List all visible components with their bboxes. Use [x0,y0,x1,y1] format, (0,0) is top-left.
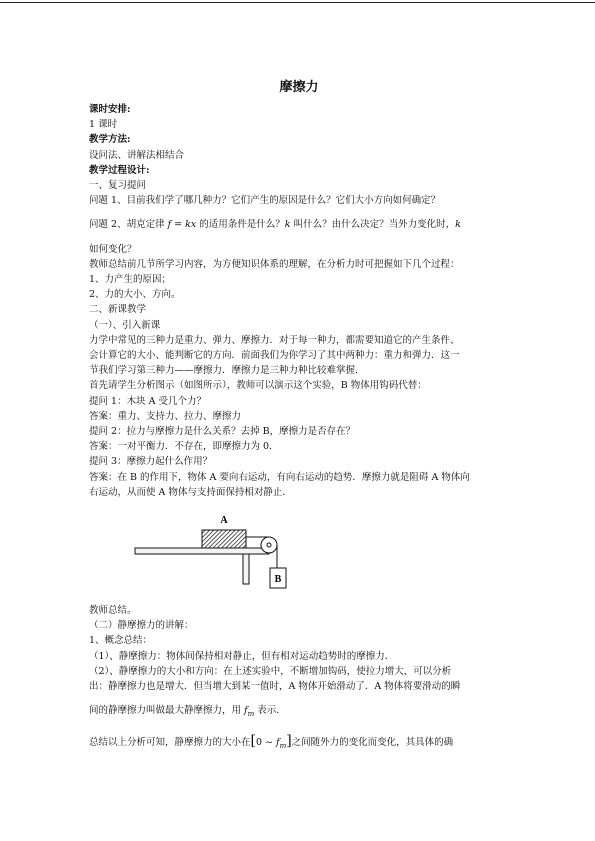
concept-2: （2）、静摩擦力的大小和方向：在上述实验中，不断增加钩码，使拉力增大，可以分析 [89,665,452,677]
static-friction-heading: （二）静摩擦力的讲解： [89,620,194,632]
label-b: B [274,574,282,586]
summary-line: 总结以上分析可知，静摩擦力的大小在[0 ~ $f_m$]之间随外力的变化而变化，其具体的确 [89,733,454,751]
paragraph-line: 会计算它的大小、能判断它的方向．前面我们为你学习了其中两种力：重力和弹力．这一 [89,350,460,362]
question-2-cont: 如何变化？ [89,243,137,255]
process-label: 教学过程设计: [89,164,150,176]
table-top [135,548,269,554]
method-label: 教学方法: [89,134,131,146]
experiment-figure [89,506,509,601]
method-value: 设问法、讲解法相结合 [89,149,185,161]
answer-2: 答案：一对平衡力．不存在，即摩擦力为 0． [89,441,279,453]
list-item: 2、力的大小、方向。 [89,289,181,301]
question-1: 问题 1、目前我们学了哪几种力？它们产生的原因是什么？它们大小方向如何确定？ [89,195,441,207]
concept-2-cont: 出：静摩擦力也是增大．但当增大到某一值时，A 物体开始滑动了．A 物体将要滑动的瞬 [89,681,461,693]
answer-3-cont: 右运动，从而使 A 物体与支持面保持相对静止． [89,486,292,498]
paragraph-line: 力学中常见的三种力是重力、弹力、摩擦力．对于每一种力，都需要知道它的产生条件、 [89,334,460,346]
paragraph-line: 节我们学习第三种力——摩擦力．摩擦力是三种力种比较难掌握． [89,365,365,377]
review-heading: 一、复习提问 [89,180,147,192]
header-rule [0,2,595,3]
teacher-summary-2: 教师总结。 [89,605,137,617]
concept-heading: 1、概念总结： [89,635,153,647]
new-lesson-heading: 二、新课教学 [89,304,147,316]
ask-1: 提问 1：木块 A 受几个力？ [89,395,206,407]
ask-2: 提问 2：拉力与摩擦力是什么关系？去掉 B，摩擦力是否存在？ [89,426,356,438]
paragraph-line: 首先请学生分析图示（如图所示），教师可以演示这个实验，B 物体用钩码代替： [89,380,427,392]
list-item: 1、力产生的原因； [89,274,172,286]
label-a: A [220,515,228,527]
answer-1: 答案：重力、支持力、拉力、摩擦力 [89,410,242,422]
intro-heading: （一）、引入新课 [89,319,161,331]
schedule-label: 课时安排: [89,104,131,115]
ask-3: 提问 3：摩擦力起什么作用？ [89,456,213,468]
concept-1: （1）、静摩擦力：物体间保持相对静止，但有相对运动趋势时的摩擦力． [89,650,395,662]
document-page [89,78,509,754]
schedule-value: 1 课时 [89,119,118,131]
concept-2-end: 间的静摩擦力叫做最大静摩擦力，用 $f_m$ 表示． [89,705,286,719]
teacher-summary: 教师总结前几节所学习内容，为方便知识体系的理解，在分析力时可把握如下几个过程： [89,258,460,270]
page-title: 摩擦力 [279,80,319,95]
question-2: 问题 2、胡克定律 f = kx 的适用条件是什么？k 叫什么？由什么决定？当外力变化时，k [89,219,461,231]
experiment-diagram [89,506,509,601]
answer-3: 答案：在 B 的作用下，物体 A 要向右运动，有向右运动的趋势．摩擦力就是阻碍 A 物体向 [89,471,470,483]
table-leg [243,554,249,584]
block-a [202,530,246,548]
